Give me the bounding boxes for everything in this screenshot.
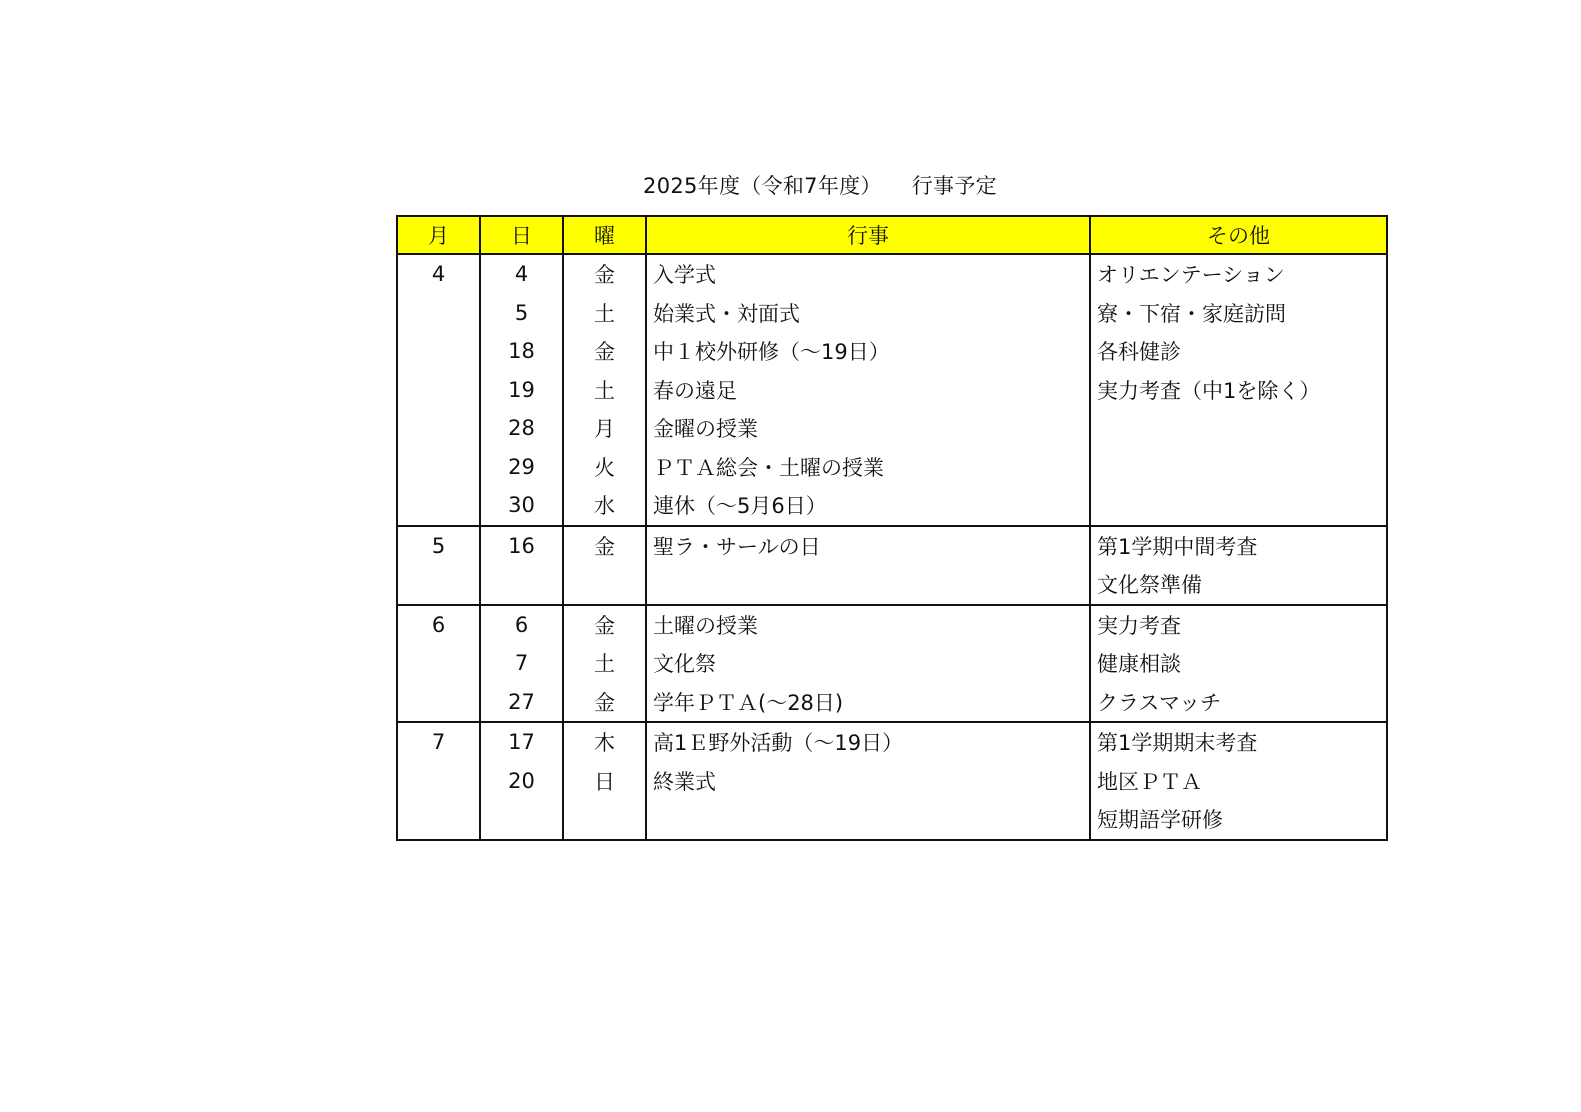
month-cell: 4 [397,254,480,294]
weekday-cell [563,800,646,840]
month-cell [397,409,480,448]
day-cell: 27 [480,683,563,723]
table-row [397,409,1387,448]
other-cell: 短期語学研修 [1090,800,1387,840]
header-other: その他 [1090,216,1387,254]
day-cell: 16 [480,526,563,566]
event-cell: 終業式 [646,762,1090,801]
month-cell [397,371,480,410]
header-weekday: 曜 [563,216,646,254]
weekday-cell: 日 [563,762,646,801]
event-cell: 春の遠足 [646,371,1090,410]
month-cell [397,565,480,605]
weekday-cell: 金 [563,683,646,723]
month-cell [397,332,480,371]
event-cell [646,800,1090,840]
weekday-cell [563,565,646,605]
event-cell [646,565,1090,605]
other-cell: 実力考査（中1を除く） [1090,371,1387,410]
day-cell [480,565,563,605]
event-cell: 聖ラ・サールの日 [646,526,1090,566]
table-row [397,526,1387,566]
title-year: 2025年度（令和7年度） [643,174,882,198]
schedule-body [397,254,1387,840]
weekday-cell: 金 [563,526,646,566]
event-cell: 入学式 [646,254,1090,294]
day-cell: 17 [480,722,563,762]
table-row [397,644,1387,683]
table-row [397,722,1387,762]
header-day: 日 [480,216,563,254]
month-cell: 6 [397,605,480,645]
event-cell: 連休（～5月6日） [646,486,1090,526]
day-cell: 7 [480,644,563,683]
event-cell: 高1Ｅ野外活動（～19日） [646,722,1090,762]
day-cell [480,800,563,840]
event-cell: 土曜の授業 [646,605,1090,645]
header-event: 行事 [646,216,1090,254]
page-title [0,170,1581,200]
month-cell [397,644,480,683]
table-row [397,486,1387,526]
header-row [397,216,1387,254]
event-cell: ＰＴＡ総会・土曜の授業 [646,448,1090,487]
weekday-cell: 金 [563,254,646,294]
schedule-table [396,215,1388,841]
table-row [397,294,1387,333]
month-cell [397,294,480,333]
day-cell: 5 [480,294,563,333]
weekday-cell: 金 [563,332,646,371]
day-cell: 20 [480,762,563,801]
month-cell [397,486,480,526]
other-cell: 第1学期中間考査 [1090,526,1387,566]
month-cell [397,800,480,840]
weekday-cell: 金 [563,605,646,645]
other-cell: オリエンテーション [1090,254,1387,294]
event-cell: 金曜の授業 [646,409,1090,448]
month-cell [397,683,480,723]
table-row [397,448,1387,487]
table-row [397,605,1387,645]
other-cell [1090,409,1387,448]
table-row [397,565,1387,605]
header-month: 月 [397,216,480,254]
weekday-cell: 土 [563,294,646,333]
event-cell: 学年ＰＴＡ(～28日) [646,683,1090,723]
weekday-cell: 木 [563,722,646,762]
day-cell: 4 [480,254,563,294]
other-cell: 地区ＰＴＡ [1090,762,1387,801]
other-cell: 第1学期期末考査 [1090,722,1387,762]
other-cell: 文化祭準備 [1090,565,1387,605]
table-row [397,683,1387,723]
table-row [397,800,1387,840]
weekday-cell: 月 [563,409,646,448]
month-cell [397,448,480,487]
event-cell: 中１校外研修（～19日） [646,332,1090,371]
weekday-cell: 水 [563,486,646,526]
weekday-cell: 土 [563,371,646,410]
month-cell: 7 [397,722,480,762]
month-cell [397,762,480,801]
day-cell: 6 [480,605,563,645]
title-label: 行事予定 [911,174,997,198]
day-cell: 19 [480,371,563,410]
other-cell [1090,486,1387,526]
day-cell: 29 [480,448,563,487]
day-cell: 30 [480,486,563,526]
other-cell [1090,448,1387,487]
other-cell: クラスマッチ [1090,683,1387,723]
other-cell: 寮・下宿・家庭訪問 [1090,294,1387,333]
weekday-cell: 火 [563,448,646,487]
event-cell: 文化祭 [646,644,1090,683]
table-row [397,371,1387,410]
day-cell: 28 [480,409,563,448]
weekday-cell: 土 [563,644,646,683]
day-cell: 18 [480,332,563,371]
table-row [397,254,1387,294]
other-cell: 各科健診 [1090,332,1387,371]
other-cell: 健康相談 [1090,644,1387,683]
table-row [397,332,1387,371]
table-row [397,762,1387,801]
month-cell: 5 [397,526,480,566]
event-cell: 始業式・対面式 [646,294,1090,333]
other-cell: 実力考査 [1090,605,1387,645]
